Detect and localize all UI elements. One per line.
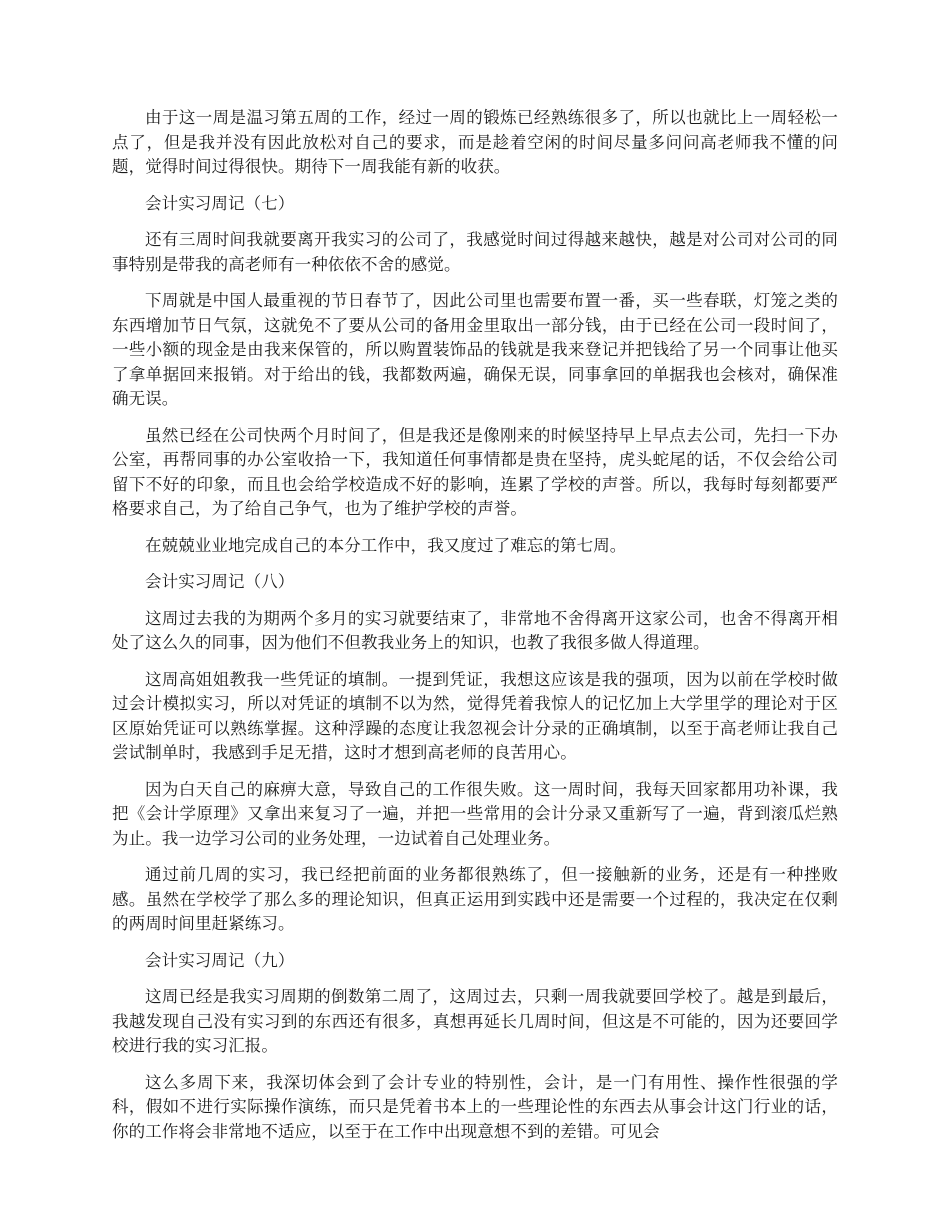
paragraph: 这周高姐姐教我一些凭证的填制。一提到凭证，我想这应该是我的强项，因为以前在学校时做过会计模拟实习，所以对凭证的填制不以为然，觉得凭着我惊人的记忆加上大学里学的理论对于区区原始凭证可以熟练掌握。这种浮躁的态度让我忽视会计分录的正确填制，以至于高老师让我自己尝试制单时，我感到手足无措，这时才想到高老师的良苦用心。: [112, 669, 838, 762]
paragraph: 由于这一周是温习第五周的工作，经过一周的锻炼已经熟练很多了，所以也就比上一周轻松一点了，但是我并没有因此放松对自己的要求，而是趁着空闲的时间尽量多问问高老师我不懂的问题，觉得时间过得很快。期待下一周我能有新的收获。: [112, 108, 838, 176]
paragraph: 通过前几周的实习，我已经把前面的业务都很熟练了，但一接触新的业务，还是有一种挫败感。虽然在学校学了那么多的理论知识，但真正运用到实践中还是需要一个过程的，我决定在仅剩的两周时间里赶紧练习。: [112, 865, 838, 933]
paragraph: 在兢兢业业地完成自己的本分工作中，我又度过了难忘的第七周。: [145, 535, 627, 555]
paragraph: 还有三周时间我就要离开我实习的公司了，我感觉时间过得越来越快，越是对公司对公司的同事特别是带我的高老师有一种依依不舍的感觉。: [112, 230, 838, 274]
section-heading-9: 会计实习周记（九）: [145, 950, 295, 970]
paragraph: 虽然已经在公司快两个月时间了，但是我还是像刚来的时候坚持早上早点去公司，先扫一下办公室，再帮同事的办公室收拾一下，我知道任何事情都是贵在坚持，虎头蛇尾的话，不仅会给公司留下不好的印象，而且也会给学校造成不好的影响，连累了学校的声誉。所以，我每时每刻都要严格要求自己，为了给自己争气，也为了维护学校的声誉。: [112, 425, 838, 518]
section-heading-8: 会计实习周记（八）: [145, 572, 295, 591]
section-heading-7: 会计实习周记（七）: [145, 193, 295, 213]
paragraph: 因为白天自己的麻痹大意，导致自己的工作很失败。这一周时间，我每天回家都用功补课，我把《会计学原理》又拿出来复习了一遍，并把一些常用的会计分录又重新写了一遍，背到滚瓜烂熟为止。我一边学习公司的业务处理，一边试着自己处理业务。: [112, 779, 838, 848]
paragraph: 这么多周下来，我深切体会到了会计专业的特别性，会计，是一门有用性、操作性很强的学科，假如不进行实际操作演练，而只是凭着书本上的一些理论性的东西去从事会计这门行业的话，你的工作将会非常地不适应，以至于在工作中出现意想不到的差错。可见会: [112, 1072, 838, 1141]
paragraph: 这周过去我的为期两个多月的实习就要结束了，非常地不舍得离开这家公司，也舍不得离开相处了这么久的同事，因为他们不但教我业务上的知识，也教了我很多做人得道理。: [112, 608, 838, 652]
paragraph: 下周就是中国人最重视的节日春节了，因此公司里也需要布置一番，买一些春联，灯笼之类的东西增加节日气氛，这就免不了要从公司的备用金里取出一部分钱，由于已经在公司一段时间了，一些小额的现金是由我来保管的，所以购置装饰品的钱就是我来登记并把钱给了另一个同事让他买了拿单据回来报销。对于给出的钱，我都数两遍，确保无误，同事拿回的单据我也会核对，确保准确无误。: [112, 291, 838, 408]
paragraph: 这周已经是我实习周期的倒数第二周了，这周过去，只剩一周我就要回学校了。越是到最后，我越发现自己没有实习到的东西还有很多，真想再延长几周时间，但这是不可能的，因为还要回学校进行我的实习汇报。: [112, 987, 838, 1055]
